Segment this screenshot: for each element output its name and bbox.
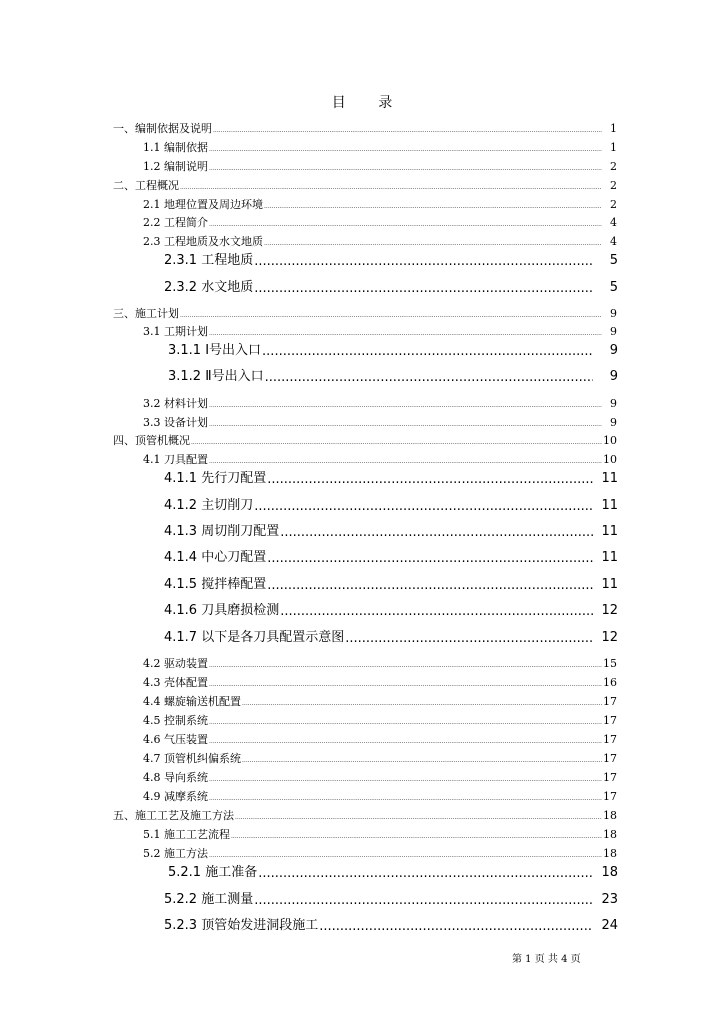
toc-entry-label: 5.2.2 施工测量: [164, 892, 254, 907]
toc-entry[interactable]: [164, 523, 618, 541]
page-footer: 第 1 页 共 4 页: [512, 954, 581, 965]
toc-entry-label: 4.1.6 刀具磨损检测: [164, 603, 280, 618]
toc-leader: [209, 661, 602, 671]
toc-entry[interactable]: [164, 891, 618, 909]
toc-entry-page: 10: [603, 434, 617, 447]
toc-entry-page: 2: [610, 179, 617, 192]
toc-entry-label: 1.1 编制依据: [143, 141, 208, 154]
toc-leader: [258, 866, 593, 882]
toc-entry-label: 4.5 控制系统: [143, 714, 208, 727]
toc-entry-label: 二、工程概况: [113, 179, 179, 192]
toc-entry-page: 1: [610, 122, 617, 135]
toc-entry[interactable]: [164, 252, 618, 270]
toc-leader: [242, 756, 602, 766]
toc-entry-label: 2.1 地理位置及周边环境: [143, 198, 263, 211]
toc-entry-label: 4.1.5 搅拌棒配置: [164, 577, 267, 592]
toc-entry[interactable]: [143, 397, 617, 411]
toc-entry[interactable]: [143, 453, 617, 467]
toc-entry[interactable]: [113, 809, 617, 823]
toc-entry-page: 18: [603, 847, 617, 860]
toc-entry-page: 5: [609, 280, 618, 295]
toc-leader: [254, 893, 593, 909]
toc-entry-page: 17: [603, 695, 617, 708]
toc-entry-page: 9: [610, 397, 617, 410]
toc-leader: [254, 254, 593, 270]
toc-entry[interactable]: [143, 771, 617, 785]
toc-entry-label: 3.1 工期计划: [143, 325, 208, 338]
toc-leader: [209, 220, 602, 230]
toc-entry-label: 2.2 工程简介: [143, 216, 208, 229]
toc-entry-label: 1.2 编制说明: [143, 160, 208, 173]
toc-entry-page: 11: [601, 550, 618, 565]
toc-entry-label: 五、施工工艺及施工方法: [113, 809, 234, 822]
toc-entry-label: 三、施工计划: [113, 307, 179, 320]
toc-leader: [209, 737, 602, 747]
toc-entry[interactable]: [164, 576, 618, 594]
toc-entry-label: 4.1.1 先行刀配置: [164, 471, 267, 486]
toc-entry-page: 18: [601, 865, 618, 880]
toc-leader: [209, 164, 602, 174]
toc-entry-label: 2.3 工程地质及水文地质: [143, 235, 263, 248]
toc-entry[interactable]: [113, 307, 617, 321]
toc-entry-label: 5.2.1 施工准备: [168, 865, 258, 880]
toc-entry[interactable]: [168, 342, 618, 360]
toc-entry-label: 2.3.1 工程地质: [164, 253, 254, 268]
toc-entry[interactable]: [164, 549, 618, 567]
toc-entry-page: 15: [603, 657, 617, 670]
toc-leader: [242, 699, 602, 709]
toc-entry-label: 4.1.3 周切削刀配置: [164, 524, 280, 539]
toc-leader: [319, 919, 593, 935]
toc-entry-page: 5: [609, 253, 618, 268]
toc-leader: [209, 145, 602, 155]
toc-entry-label: 4.1.2 主切削刀: [164, 498, 254, 513]
toc-entry-label: 2.3.2 水文地质: [164, 280, 254, 295]
toc-entry[interactable]: [143, 216, 617, 230]
toc-entry[interactable]: [143, 141, 617, 155]
toc-entry-page: 2: [610, 160, 617, 173]
toc-entry[interactable]: [143, 657, 617, 671]
toc-entry[interactable]: [143, 714, 617, 728]
toc-entry-label: 3.1.2 Ⅱ号出入口: [168, 369, 264, 384]
toc-entry-page: 18: [603, 828, 617, 841]
toc-leader: [267, 472, 593, 488]
toc-entry-page: 1: [610, 141, 617, 154]
toc-entry[interactable]: [164, 629, 618, 647]
toc-leader: [180, 311, 602, 321]
toc-entry[interactable]: [143, 752, 617, 766]
toc-entry-page: 4: [610, 235, 617, 248]
toc-leader: [209, 420, 602, 430]
toc-leader: [209, 775, 602, 785]
toc-leader: [209, 680, 602, 690]
toc-entry[interactable]: [143, 325, 617, 339]
toc-entry[interactable]: [168, 368, 618, 386]
toc-entry-label: 4.2 驱动装置: [143, 657, 208, 670]
toc-entry[interactable]: [143, 733, 617, 747]
toc-entry-page: 11: [601, 498, 618, 513]
toc-entry[interactable]: [164, 470, 618, 488]
toc-entry[interactable]: [143, 676, 617, 690]
toc-leader: [213, 126, 602, 136]
toc-leader: [209, 401, 602, 411]
toc-entry-label: 4.7 顶管机纠偏系统: [143, 752, 241, 765]
toc-entry-page: 4: [610, 216, 617, 229]
toc-entry[interactable]: [164, 602, 618, 620]
toc-entry-page: 18: [603, 809, 617, 822]
toc-leader: [345, 631, 593, 647]
toc-entry[interactable]: [143, 790, 617, 804]
toc-entry-label: 4.4 螺旋输送机配置: [143, 695, 241, 708]
toc-entry[interactable]: [164, 917, 618, 935]
toc-leader: [209, 329, 602, 339]
toc-entry-page: 24: [601, 918, 618, 933]
toc-entry-page: 12: [601, 603, 618, 618]
toc-entry[interactable]: [143, 828, 617, 842]
toc-entry-label: 4.1 刀具配置: [143, 453, 208, 466]
toc-entry[interactable]: [164, 497, 618, 515]
toc-entry-page: 11: [601, 471, 618, 486]
toc-entry-page: 17: [603, 733, 617, 746]
toc-entry-page: 17: [603, 771, 617, 784]
toc-leader: [231, 832, 602, 842]
toc-leader: [265, 370, 593, 386]
toc-entry-page: 17: [603, 790, 617, 803]
toc-entry[interactable]: [143, 695, 617, 709]
toc-entry-label: 4.8 导向系统: [143, 771, 208, 784]
toc-entry[interactable]: [143, 160, 617, 174]
toc-leader: [264, 202, 602, 212]
toc-entry-label: 3.3 设备计划: [143, 416, 208, 429]
toc-entry-page: 11: [601, 524, 618, 539]
toc-entry-page: 23: [601, 892, 618, 907]
toc-entry-page: 17: [603, 752, 617, 765]
toc-leader: [280, 604, 593, 620]
toc-leader: [235, 813, 602, 823]
toc-entry-page: 9: [609, 343, 618, 358]
toc-entry-label: 3.2 材料计划: [143, 397, 208, 410]
toc-leader: [209, 718, 602, 728]
toc-leader: [209, 851, 602, 861]
toc-entry-label: 3.1.1 Ⅰ号出入口: [168, 343, 262, 358]
toc-entry-label: 5.2.3 顶管始发进洞段施工: [164, 918, 319, 933]
toc-entry[interactable]: [143, 847, 617, 861]
toc-leader: [267, 551, 593, 567]
toc-entry-label: 5.1 施工工艺流程: [143, 828, 230, 841]
toc-entry-page: 9: [610, 307, 617, 320]
toc-entry-page: 2: [610, 198, 617, 211]
toc-title: 目 录: [331, 95, 407, 111]
toc-entry-label: 4.9 减摩系统: [143, 790, 208, 803]
toc-leader: [264, 239, 602, 249]
toc-entry-label: 四、顶管机概况: [113, 434, 190, 447]
toc-entry[interactable]: [164, 279, 618, 297]
toc-entry-page: 9: [609, 369, 618, 384]
toc-entry[interactable]: [143, 198, 617, 212]
toc-entry-page: 12: [601, 630, 618, 645]
toc-entry-label: 4.6 气压装置: [143, 733, 208, 746]
toc-entry[interactable]: [143, 416, 617, 430]
toc-leader: [191, 438, 602, 448]
toc-entry-label: 4.1.4 中心刀配置: [164, 550, 267, 565]
toc-entry[interactable]: [168, 864, 618, 882]
toc-entry-page: 11: [601, 577, 618, 592]
toc-leader: [267, 578, 593, 594]
toc-entry-page: 9: [610, 416, 617, 429]
toc-entry-page: 10: [603, 453, 617, 466]
toc-entry-label: 一、编制依据及说明: [113, 122, 212, 135]
toc-entry[interactable]: [143, 235, 617, 249]
toc-entry[interactable]: [113, 434, 617, 448]
toc-entry[interactable]: [113, 179, 617, 193]
toc-leader: [280, 525, 593, 541]
toc-leader: [254, 281, 593, 297]
toc-leader: [254, 499, 593, 515]
toc-entry-page: 9: [610, 325, 617, 338]
toc-entry-label: 5.2 施工方法: [143, 847, 208, 860]
toc-entry-page: 17: [603, 714, 617, 727]
toc-leader: [209, 794, 602, 804]
toc-entry-label: 4.3 壳体配置: [143, 676, 208, 689]
toc-entry-label: 4.1.7 以下是各刀具配置示意图: [164, 630, 345, 645]
toc-entry[interactable]: [113, 122, 617, 136]
toc-leader: [209, 457, 602, 467]
toc-entry-page: 16: [603, 676, 617, 689]
toc-leader: [262, 344, 593, 360]
toc-leader: [180, 183, 602, 193]
